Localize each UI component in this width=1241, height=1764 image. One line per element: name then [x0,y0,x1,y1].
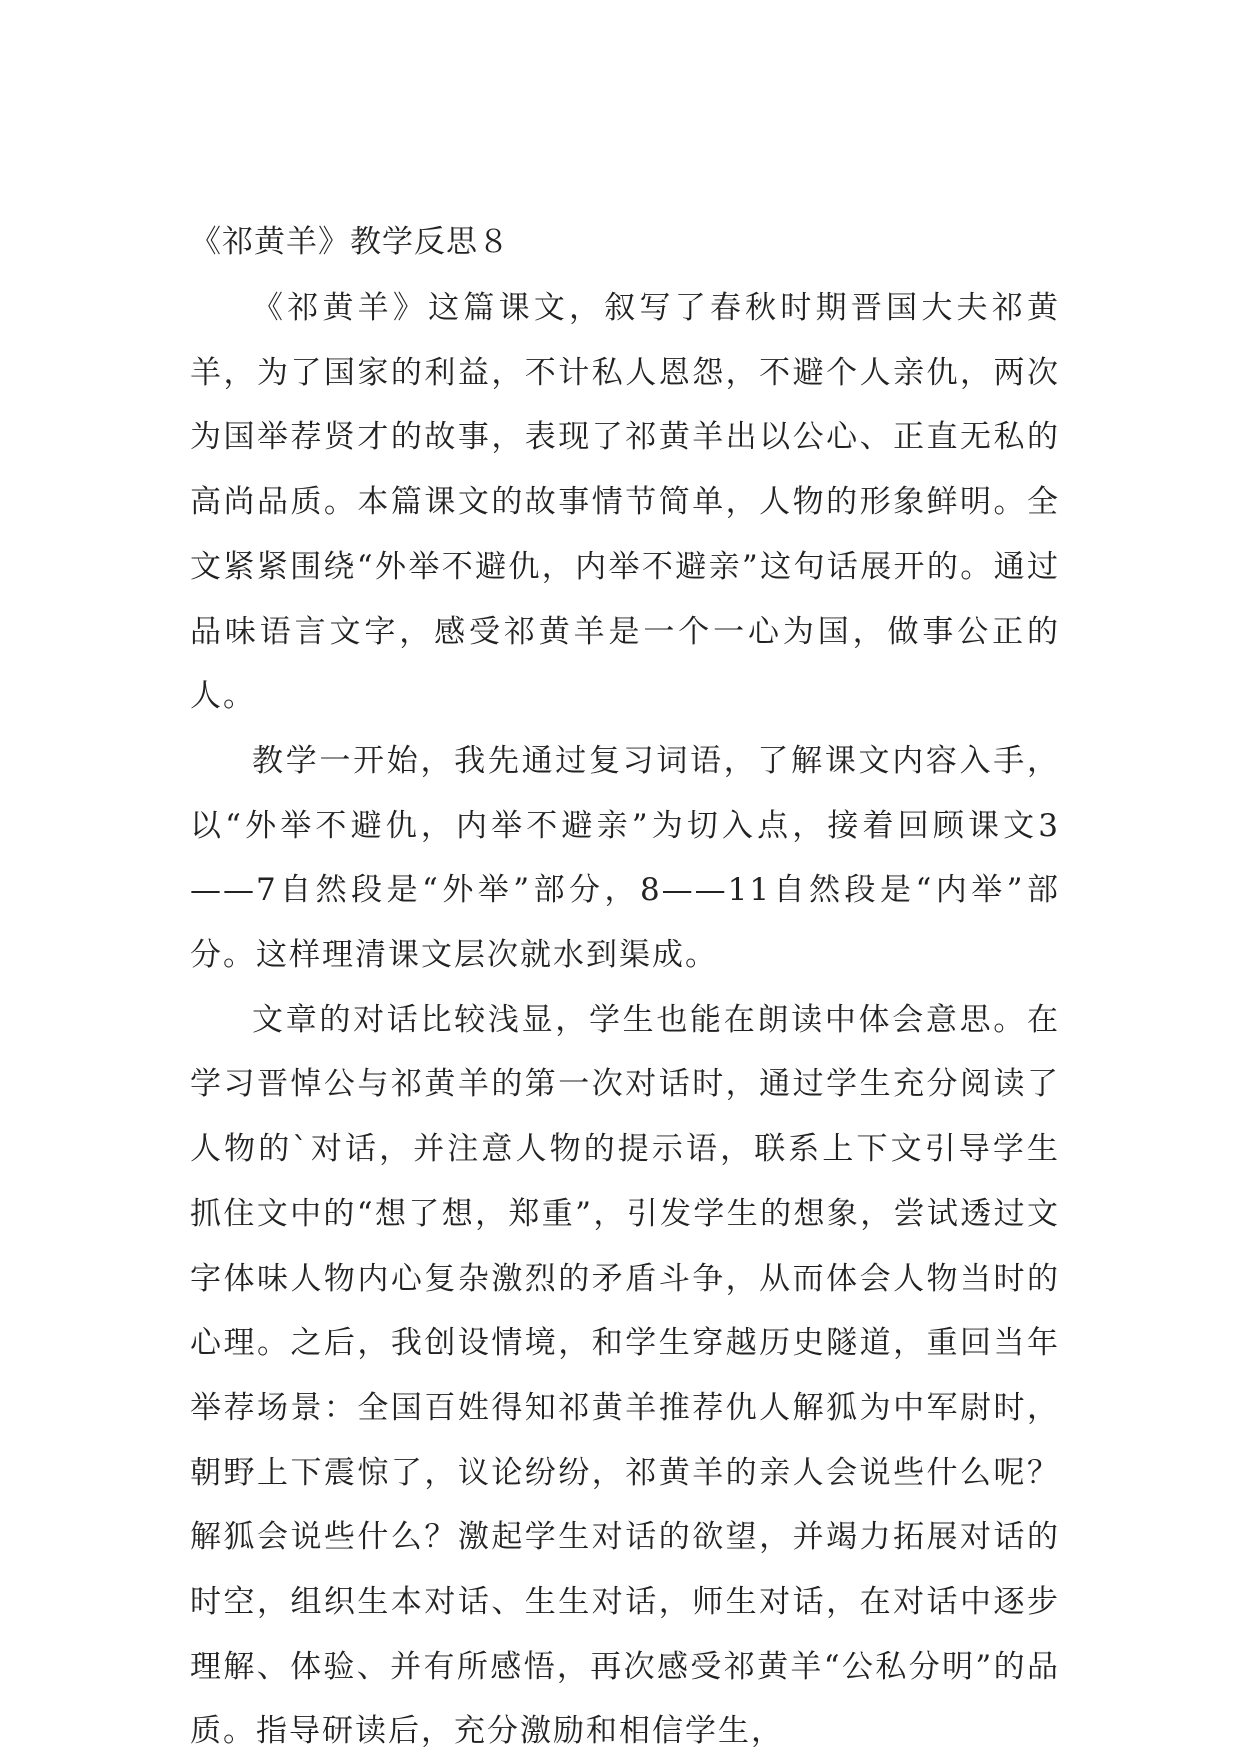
document-title: 《祁黄羊》教学反思８ [190,224,510,260]
paragraph-2: 教学一开始，我先通过复习词语，了解课文内容入手，以“外举不避仇，内举不避亲”为切入点，接着回顾课文3——7自然段是“外举”部分，8——11自然段是“内举”部分。这样理清课文层次就水到渠成。 [190,742,1060,974]
paragraph-3: 文章的对话比较浅显，学生也能在朗读中体会意思。在学习晋悼公与祁黄羊的第一次对话时，通过学生充分阅读了人物的`对话，并注意人物的提示语，联系上下文引导学生抓住文中的“想了想，郑重”，引发学生的想象，尝试透过文字体味人物内心复杂激烈的矛盾斗争，从而体会人物当时的心理。之后，我创设情境，和学生穿越历史隧道，重回当年举荐场景：全国百姓得知祁黄羊推荐仇人解狐为中军尉时，朝野上下震惊了，议论纷纷，祁黄羊的亲人会说些什么呢？解狐会说些什么？激起学生对话的欲望，并竭力拓展对话的时空，组织生本对话、生生对话，师生对话，在对话中逐步理解、体验、并有所感悟，再次感受祁黄羊“公私分明”的品质。指导研读后，充分激励和相信学生， [190,1001,1060,1750]
document-body [190,220,1060,1764]
paragraph-1: 《祁黄羊》这篇课文，叙写了春秋时期晋国大夫祁黄羊，为了国家的利益，不计私人恩怨，不避个人亲仇，两次为国举荐贤才的故事，表现了祁黄羊出以公心、正直无私的高尚品质。本篇课文的故事情节简单，人物的形象鲜明。全文紧紧围绕“外举不避仇，内举不避亲”这句话展开的。通过品味语言文字，感受祁黄羊是一个一心为国，做事公正的人。 [190,290,1060,715]
